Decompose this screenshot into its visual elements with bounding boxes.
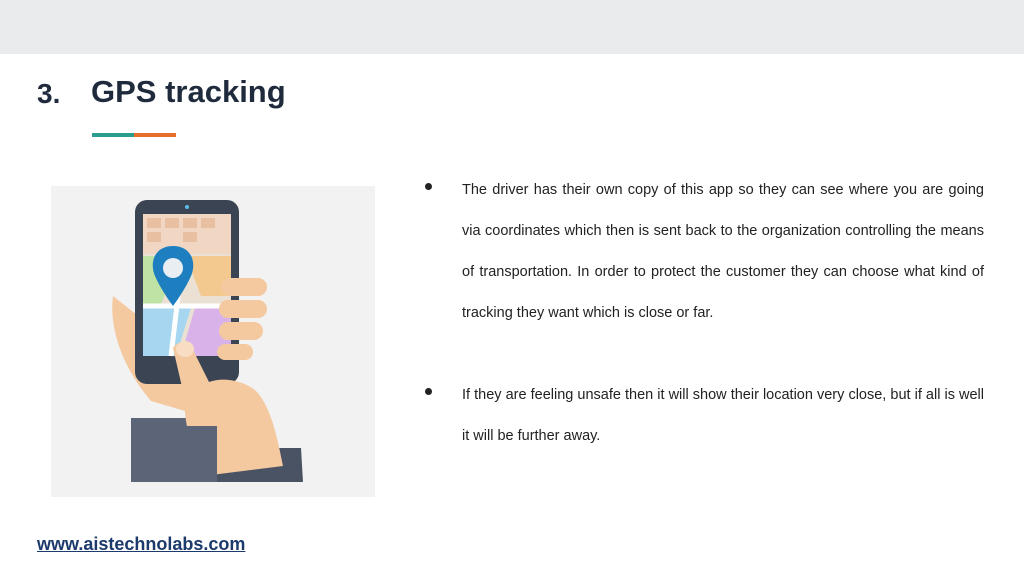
bullet-list <box>420 170 984 457</box>
title-underline <box>92 133 176 137</box>
slide-title: GPS tracking <box>91 74 286 109</box>
hand-holding-phone-map-pin-icon <box>51 186 375 497</box>
top-band <box>0 0 1024 54</box>
footer-website-link[interactable]: www.aistechnolabs.com <box>37 534 246 554</box>
underline-teal <box>92 133 134 137</box>
bullet-dot-icon <box>425 388 432 395</box>
slide-number: 3. <box>37 78 61 109</box>
bullet-item <box>420 170 984 334</box>
bullet-dot-icon <box>425 183 432 190</box>
bullet-item <box>420 375 984 457</box>
bullet-text: If they are feeling unsafe then it will show their location very close, but if all is well it will be further away. <box>462 387 984 444</box>
bullet-text: The driver has their own copy of this app so they can see where you are going via coordinates which then is sent back to the organization controlling the means of transportation. In order to protect the customer they can choose what kind of tracking they want which is close or far. <box>462 182 984 321</box>
underline-orange <box>134 133 176 137</box>
illustration <box>51 186 375 497</box>
